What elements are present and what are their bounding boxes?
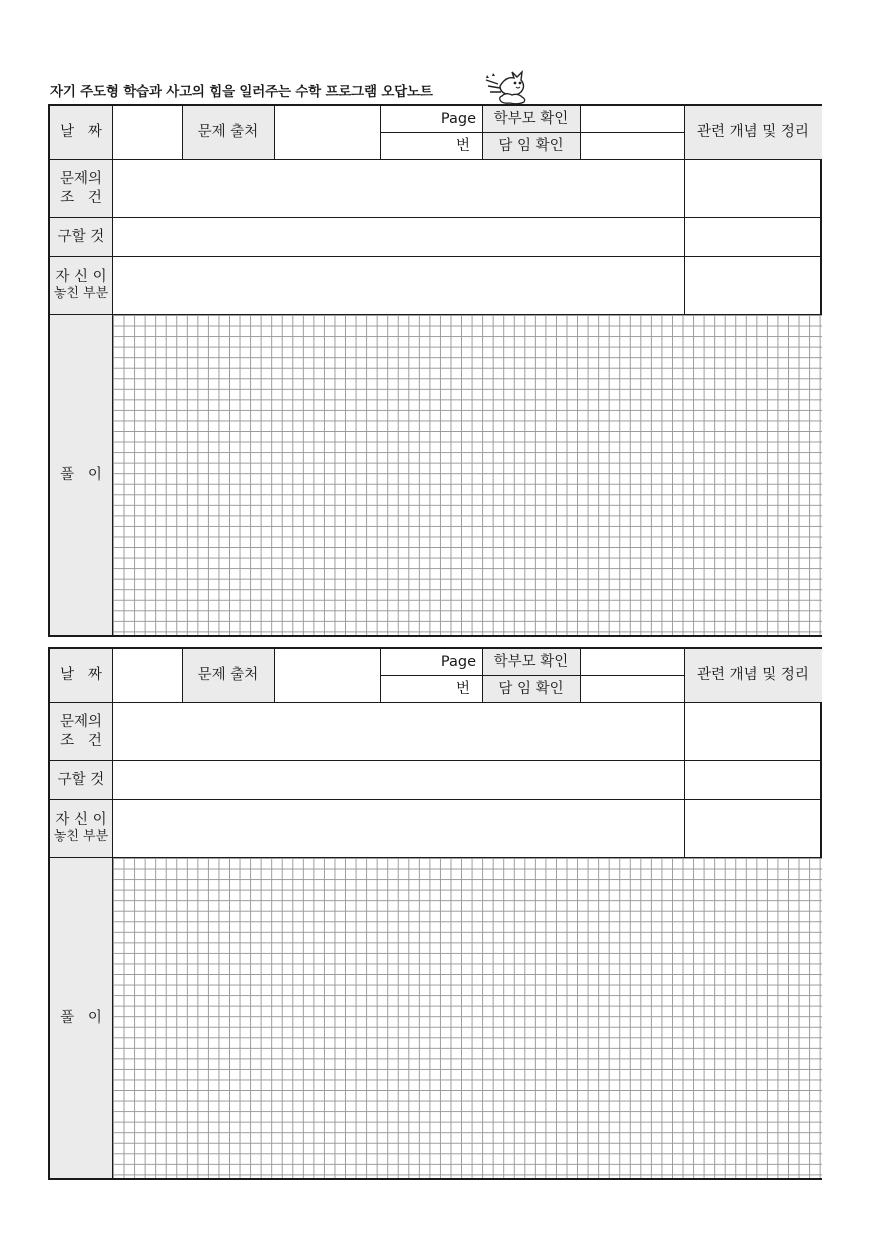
page-label: Page xyxy=(440,111,476,127)
date-field[interactable] xyxy=(112,106,182,159)
page-label: Page xyxy=(440,654,476,670)
condition-field[interactable] xyxy=(112,703,684,760)
parent-check-label: 학부모 확인 xyxy=(493,653,569,670)
condition-label xyxy=(50,160,112,217)
missed-concept-field[interactable] xyxy=(684,800,822,857)
condition-label-line-1: 문제의 xyxy=(59,171,103,188)
missed-label-line-2: 놓친 부분 xyxy=(53,286,109,302)
number-label: 번 xyxy=(455,681,470,697)
teacher-check-label: 담 임 확인 xyxy=(498,680,564,697)
missed-label-line-1: 자 신 이 xyxy=(55,812,107,829)
condition-label-line-1: 문제의 xyxy=(59,714,103,731)
solution-grid[interactable] xyxy=(113,858,822,1178)
goal-field[interactable] xyxy=(112,218,684,256)
page-field[interactable] xyxy=(380,649,482,675)
concept-label: 관련 개념 및 정리 xyxy=(697,124,809,141)
missed-concept-field[interactable] xyxy=(684,257,822,314)
goal-concept-field[interactable] xyxy=(684,761,822,799)
solution-label: 풀 이 xyxy=(60,466,102,483)
condition-label-line-2: 조 건 xyxy=(60,732,102,749)
missed-label-line-2: 놓친 부분 xyxy=(53,829,109,845)
page-title: 자기 주도형 학습과 사고의 힘을 일러주는 수학 프로그램 오답노트 xyxy=(50,84,433,100)
teacher-signature-field[interactable] xyxy=(580,676,684,702)
goal-label: 구할 것 xyxy=(57,228,105,245)
date-label: 날 짜 xyxy=(60,124,102,141)
parent-signature-field[interactable] xyxy=(580,106,684,132)
source-field[interactable] xyxy=(274,649,380,702)
date-label: 날 짜 xyxy=(60,667,102,684)
note-sheet-1 xyxy=(48,104,822,637)
page-field[interactable] xyxy=(380,106,482,132)
condition-concept-field[interactable] xyxy=(684,160,822,217)
source-label: 문제 출처 xyxy=(197,667,259,684)
solution-label: 풀 이 xyxy=(60,1009,102,1026)
condition-label xyxy=(50,703,112,760)
number-field[interactable] xyxy=(380,676,482,702)
missed-label-line-1: 자 신 이 xyxy=(55,269,107,286)
source-label: 문제 출처 xyxy=(197,124,259,141)
concept-label: 관련 개념 및 정리 xyxy=(697,667,809,684)
goal-field[interactable] xyxy=(112,761,684,799)
missed-field[interactable] xyxy=(112,257,684,314)
note-sheet-2 xyxy=(48,647,822,1180)
flying-cat-mascot-icon xyxy=(484,66,530,106)
goal-concept-field[interactable] xyxy=(684,218,822,256)
source-field[interactable] xyxy=(274,106,380,159)
condition-concept-field[interactable] xyxy=(684,703,822,760)
condition-field[interactable] xyxy=(112,160,684,217)
missed-field[interactable] xyxy=(112,800,684,857)
condition-label-line-2: 조 건 xyxy=(60,189,102,206)
goal-label: 구할 것 xyxy=(57,771,105,788)
parent-signature-field[interactable] xyxy=(580,649,684,675)
teacher-signature-field[interactable] xyxy=(580,133,684,159)
missed-label xyxy=(50,800,112,857)
number-field[interactable] xyxy=(380,133,482,159)
teacher-check-label: 담 임 확인 xyxy=(498,137,564,154)
number-label: 번 xyxy=(455,138,470,154)
missed-label xyxy=(50,257,112,314)
date-field[interactable] xyxy=(112,649,182,702)
parent-check-label: 학부모 확인 xyxy=(493,110,569,127)
solution-grid[interactable] xyxy=(113,315,822,635)
